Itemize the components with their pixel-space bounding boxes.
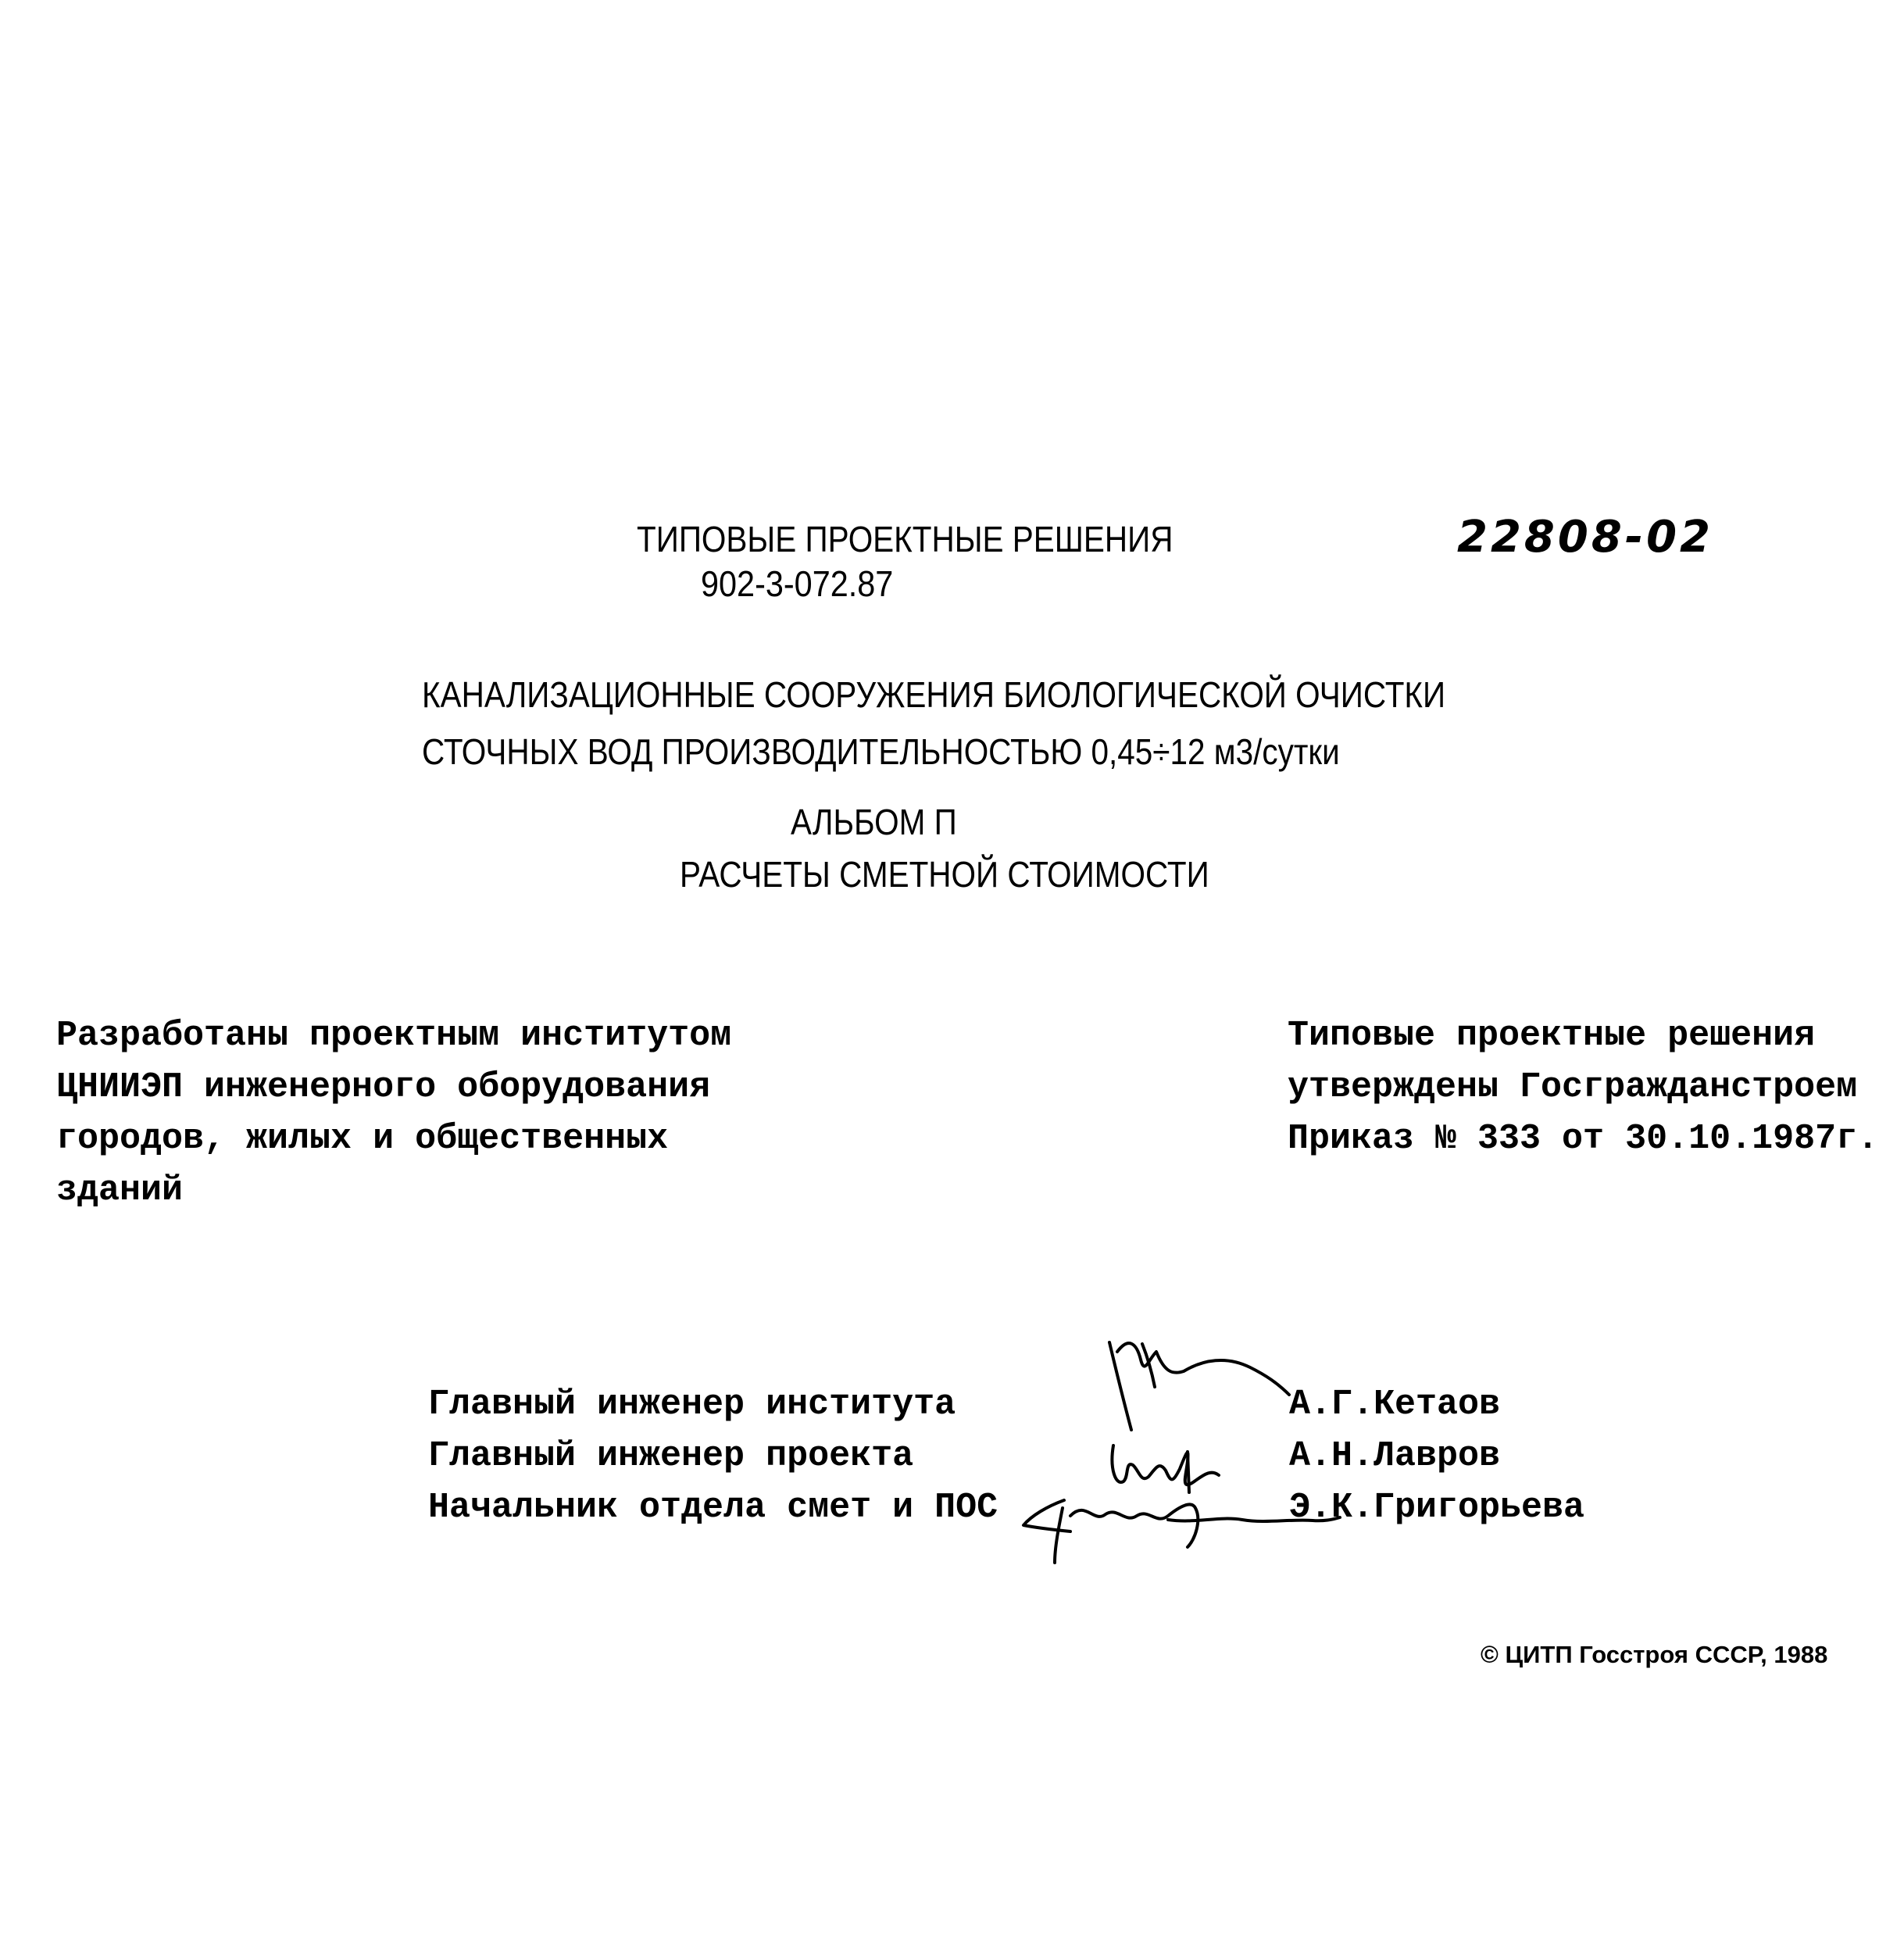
approval-line: Приказ № 333 от 30.10.1987г. [1288,1119,1879,1159]
signatory-positions [428,1379,998,1534]
signature-ketaov [1094,1328,1297,1438]
developer-block [56,1010,731,1217]
developer-line: городов, жилых и общественных [56,1119,669,1159]
developer-line: Разработаны проектным институтом [56,1016,732,1056]
signatory-position: Главный инженер проекта [428,1436,914,1476]
title-line-1: КАНАЛИЗАЦИОННЫЕ СООРУЖЕНИЯ БИОЛОГИЧЕСКОЙ ОЧИСТКИ [422,674,1446,715]
album-subject: РАСЧЕТЫ СМЕТНОЙ СТОИМОСТИ [680,854,1209,895]
document-number: 22808-02 [1457,512,1713,563]
signatory-name: Э.К.Григорьева [1289,1488,1585,1528]
developer-line: ЦНИИЭП инженерного оборудования [56,1067,711,1107]
developer-line: зданий [56,1170,184,1210]
series-code: 902-3-072.87 [701,563,894,604]
signatory-name: А.Г.Кетаов [1289,1385,1501,1424]
signatory-position: Главный инженер института [428,1385,956,1424]
approval-block [1288,1010,1878,1165]
signature-grigorieva [1016,1485,1344,1571]
album-label: АЛЬБОМ П [791,802,957,842]
signatory-position: Начальник отдела смет и ПОС [428,1488,998,1528]
series-title: ТИПОВЫЕ ПРОЕКТНЫЕ РЕШЕНИЯ [637,519,1173,559]
approval-line: Типовые проектные решения [1288,1016,1816,1056]
approval-line: утверждены Госгражданстроем [1288,1067,1858,1107]
title-line-2: СТОЧНЫХ ВОД ПРОИЗВОДИТЕЛЬНОСТЬЮ 0,45÷12 м3/сутки [422,731,1340,772]
signatory-name: А.Н.Лавров [1289,1436,1501,1476]
copyright-notice: © ЦИТП Госстроя СССР, 1988 [1481,1641,1828,1668]
